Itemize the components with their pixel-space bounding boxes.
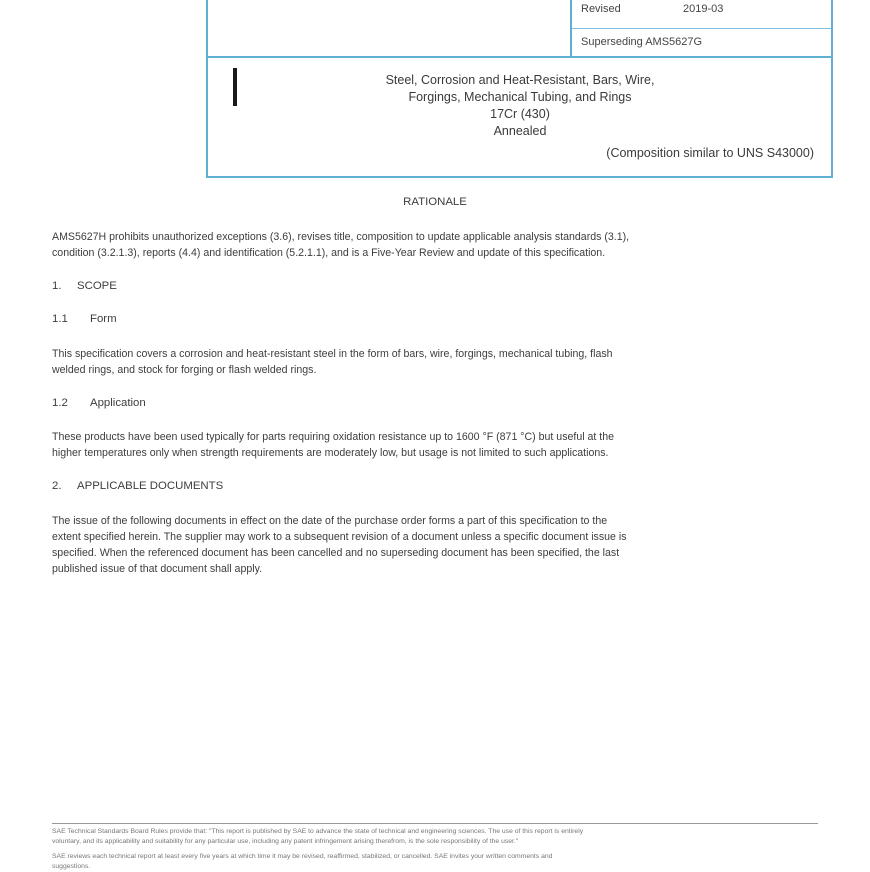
scope-heading: SCOPE — [77, 280, 117, 292]
applicable-text — [52, 513, 818, 577]
footer-rule — [52, 823, 818, 824]
title-line-3: 17Cr (430) — [490, 107, 550, 121]
revised-value: 2019-03 — [683, 3, 724, 15]
form-heading-number: 1.1 — [52, 313, 68, 325]
form-line-1: This specification covers a corrosion and heat-resistant steel in the form of bars, wire, forgings, mechanical tubing, flash — [52, 348, 613, 360]
title-line-4: Annealed — [493, 124, 547, 138]
application-line-2: higher temperatures only when strength requirements are moderately low, but usage is not limited to such applications. — [52, 447, 609, 459]
applicable-line-1: The issue of the following documents in effect on the date of the purchase order forms a part of this specification to the — [52, 515, 608, 527]
application-heading-number: 1.2 — [52, 397, 68, 409]
form-line-2: welded rings, and stock for forging or flash welded rings. — [52, 364, 317, 376]
footer-text — [52, 827, 818, 872]
applicable-heading: APPLICABLE DOCUMENTS — [77, 480, 224, 492]
application-text — [52, 429, 818, 461]
rationale-text — [52, 229, 818, 261]
application-line-1: These products have been used typically for parts requiring oxidation resistance up to 1600 °F (871 °C) but useful at the — [52, 431, 615, 443]
document-title — [210, 72, 830, 140]
rationale-line-1: AMS5627H prohibits unauthorized exceptions (3.6), revises title, composition to update applicable analysis standards (3.1), — [52, 231, 630, 243]
composition-note: (Composition similar to UNS S43000) — [606, 146, 814, 160]
footer-line-2: voluntary, and its applicability and suitability for any particular use, including any patent infringement arising therefrom, is the sole responsibility of the user." — [52, 838, 519, 845]
form-text — [52, 346, 818, 378]
header-divider-horizontal — [572, 28, 831, 29]
footer-line-3: SAE reviews each technical report at least every five years at which time it may be revised, reaffirmed, stabilized, or cancelled. SAE invites your written comments and — [52, 853, 553, 860]
applicable-line-2: extent specified herein. The supplier may work to a subsequent revision of a document unless a specific document issue is — [52, 531, 627, 543]
form-heading: Form — [90, 313, 117, 325]
scope-heading-number: 1. — [52, 280, 62, 292]
footer-line-4: suggestions. — [52, 863, 91, 870]
rationale-heading: RATIONALE — [403, 196, 467, 208]
header-box-top — [206, 0, 833, 58]
superseding: Superseding AMS5627G — [581, 36, 703, 48]
applicable-line-4: published issue of that document shall apply. — [52, 563, 263, 575]
rationale-line-2: condition (3.2.1.3), reports (4.4) and identification (5.2.1.1), and is a Five-Year Review and update of this specification. — [52, 247, 606, 259]
title-line-1: Steel, Corrosion and Heat-Resistant, Bars, Wire, — [385, 73, 655, 87]
application-heading: Application — [90, 397, 146, 409]
applicable-heading-number: 2. — [52, 480, 62, 492]
applicable-line-3: specified. When the referenced document has been cancelled and no superseding document has been specified, the last — [52, 547, 620, 559]
title-line-2: Forgings, Mechanical Tubing, and Rings — [408, 90, 632, 104]
revised-label: Revised — [581, 3, 621, 15]
footer-line-1: SAE Technical Standards Board Rules provide that: "This report is published by SAE to advance the state of technical and engineering sciences. The use of this report is entirely — [52, 828, 584, 835]
